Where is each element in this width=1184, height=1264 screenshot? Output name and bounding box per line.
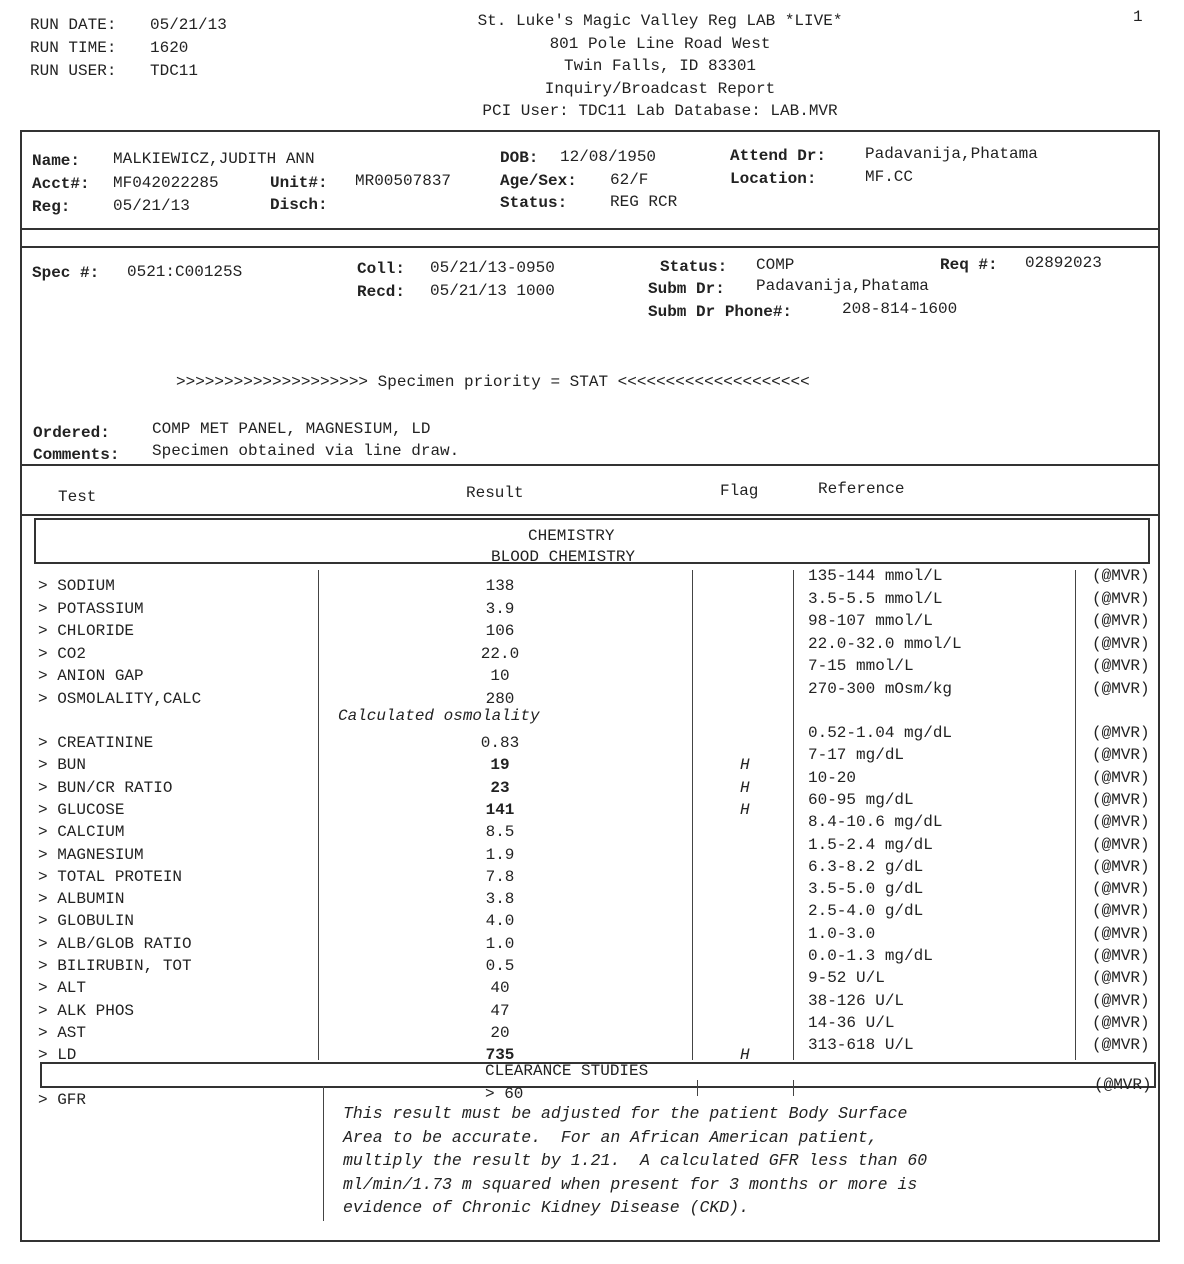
recd-label: Recd:	[357, 283, 406, 301]
reference-range: 10-20	[808, 768, 857, 787]
reference-range: 8.4-10.6 mg/dL	[808, 813, 943, 832]
site-gfr: (@MVR)	[1094, 1076, 1152, 1094]
test-name: > CALCIUM	[38, 823, 125, 842]
result-value: 10	[490, 667, 510, 686]
reference-range: 0.52-1.04 mg/dL	[808, 724, 953, 742]
site: (@MVR)	[1092, 969, 1150, 988]
run-time: 1620	[150, 39, 189, 57]
reference-range: 60-95 mg/dL	[808, 790, 914, 809]
result-value: 3.8	[485, 890, 515, 909]
comments-label: Comments:	[33, 446, 120, 464]
reference-range: 7-17 mg/dL	[808, 746, 905, 765]
flag: H	[740, 756, 750, 775]
divider	[20, 228, 1158, 230]
report-header	[380, 10, 940, 123]
result-value: 1.9	[485, 845, 515, 864]
status-label: Status:	[500, 194, 568, 212]
col-test: Test	[58, 488, 97, 506]
result-value: 4.0	[485, 912, 515, 931]
reference-range: 6.3-8.2 g/dL	[808, 857, 924, 876]
flag: H	[740, 1046, 750, 1065]
site: (@MVR)	[1092, 612, 1150, 631]
col-divider	[323, 1086, 324, 1221]
run-date: 05/21/13	[150, 16, 227, 34]
reference-range: 14-36 U/L	[808, 1013, 895, 1032]
divider	[20, 514, 1158, 516]
spec-number: 0521:C00125S	[127, 263, 243, 281]
gfr-note-line: evidence of Chronic Kidney Disease (CKD).	[343, 1198, 749, 1217]
site: (@MVR)	[1092, 857, 1150, 876]
test-name: > LD	[38, 1046, 77, 1065]
agesex: 62/F	[610, 171, 649, 189]
report-title: Inquiry/Broadcast Report	[544, 79, 776, 98]
dob: 12/08/1950	[560, 148, 657, 166]
test-name: > ALK PHOS	[38, 1001, 135, 1020]
coll-time: 05/21/13-0950	[430, 259, 555, 277]
site: (@MVR)	[1092, 680, 1150, 698]
site: (@MVR)	[1092, 768, 1150, 787]
site: (@MVR)	[1092, 947, 1150, 965]
coll-label: Coll:	[357, 260, 406, 278]
reference-range: 9-52 U/L	[808, 969, 885, 988]
reference-range: 22.0-32.0 mmol/L	[808, 634, 962, 653]
attend-label: Attend Dr:	[730, 147, 827, 165]
test-name: > BUN	[38, 756, 87, 775]
reg-date: 05/21/13	[113, 197, 190, 215]
reference-range: 1.5-2.4 mg/dL	[808, 835, 933, 854]
phone-label: Subm Dr Phone#:	[648, 303, 793, 321]
spec-label: Spec #:	[32, 264, 100, 282]
subm-phone: 208-814-1600	[842, 300, 958, 318]
result-value: 141	[485, 800, 515, 819]
site: (@MVR)	[1092, 835, 1150, 854]
comments: Specimen obtained via line draw.	[152, 442, 460, 460]
result-value: 23	[490, 778, 510, 797]
section-chemistry: CHEMISTRY	[528, 527, 615, 545]
acct-number: MF042022285	[113, 174, 219, 192]
run-user: TDC11	[150, 62, 199, 80]
result-value: 47	[490, 1001, 510, 1020]
reference-range: 98-107 mmol/L	[808, 612, 933, 631]
result-value: 0.5	[485, 957, 515, 975]
divider	[20, 246, 1158, 248]
site: (@MVR)	[1092, 634, 1150, 653]
col-reference: Reference	[818, 480, 905, 498]
result-value: 20	[490, 1023, 510, 1042]
site: (@MVR)	[1092, 991, 1150, 1010]
reference-range: 3.5-5.5 mmol/L	[808, 589, 943, 608]
ordered-label: Ordered:	[33, 424, 110, 442]
unit-number: MR00507837	[355, 172, 452, 190]
lab-name: St. Luke's Magic Valley Reg LAB *LIVE*	[477, 12, 843, 30]
test-name: > ALT	[38, 979, 87, 998]
test-name: > CREATININE	[38, 734, 154, 752]
reference-range: 2.5-4.0 g/dL	[808, 902, 924, 921]
col-divider	[692, 570, 693, 1060]
test-name: > ALBUMIN	[38, 890, 125, 909]
result-gfr: > 60	[485, 1085, 524, 1103]
result-value: 22.0	[480, 644, 520, 663]
gfr-note	[343, 1102, 927, 1220]
run-time-label: RUN TIME:	[30, 39, 117, 57]
lab-address: 801 Pole Line Road West	[549, 34, 771, 53]
result-value: 7.8	[485, 867, 515, 886]
section-blood-chemistry: BLOOD CHEMISTRY	[491, 548, 636, 566]
dob-label: DOB:	[500, 149, 539, 167]
site: (@MVR)	[1092, 1013, 1150, 1032]
site: (@MVR)	[1092, 1036, 1150, 1055]
run-date-label: RUN DATE:	[30, 16, 117, 34]
reference-range: 270-300 mOsm/kg	[808, 680, 953, 698]
reference-range: 3.5-5.0 g/dL	[808, 880, 924, 899]
spec-status-label: Status:	[660, 258, 728, 276]
result-value: 0.83	[480, 734, 520, 752]
flag: H	[740, 778, 750, 797]
reference-range: 135-144 mmol/L	[808, 567, 943, 585]
agesex-label: Age/Sex:	[500, 172, 577, 190]
location-label: Location:	[730, 170, 817, 188]
reference-range: 313-618 U/L	[808, 1036, 914, 1055]
acct-label: Acct#:	[32, 175, 90, 193]
test-name: > GLOBULIN	[38, 912, 135, 931]
run-user-label: RUN USER:	[30, 62, 117, 80]
site: (@MVR)	[1092, 567, 1150, 585]
result-value: 40	[490, 979, 510, 998]
result-value: 8.5	[485, 823, 515, 842]
gfr-note-line: Area to be accurate. For an African American patient,	[343, 1127, 878, 1147]
reference-range: 1.0-3.0	[808, 924, 876, 943]
result-value: 735	[485, 1046, 515, 1065]
reference-range: 7-15 mmol/L	[808, 657, 914, 676]
test-name: > ANION GAP	[38, 667, 144, 686]
ordered-tests: COMP MET PANEL, MAGNESIUM, LD	[152, 420, 431, 438]
gfr-note-line: This result must be adjusted for the patient Body Surface	[343, 1104, 908, 1123]
test-name: > CO2	[38, 644, 87, 663]
result-value: 3.9	[485, 599, 515, 618]
result-value: 19	[490, 756, 510, 775]
test-name: > GLUCOSE	[38, 800, 125, 819]
subm-doctor: Padavanija,Phatama	[756, 277, 929, 295]
result-value: 280	[485, 690, 515, 708]
site: (@MVR)	[1092, 790, 1150, 809]
site: (@MVR)	[1092, 880, 1150, 899]
site: (@MVR)	[1092, 724, 1150, 742]
test-name: > POTASSIUM	[38, 599, 144, 618]
spec-status: COMP	[756, 256, 795, 274]
location: MF.CC	[865, 168, 914, 186]
section-clearance: CLEARANCE STUDIES	[485, 1062, 649, 1080]
gfr-note-line: multiply the result by 1.21. A calculated GFR less than 60	[343, 1151, 928, 1170]
test-name: > MAGNESIUM	[38, 845, 144, 864]
test-name: > CHLORIDE	[38, 622, 135, 641]
test-name: > ALB/GLOB RATIO	[38, 934, 192, 953]
osmolality-note: Calculated osmolality	[338, 707, 540, 725]
col-divider	[793, 1080, 794, 1096]
flag: H	[740, 800, 750, 819]
site: (@MVR)	[1092, 746, 1150, 765]
result-value: 1.0	[485, 934, 515, 953]
req-label: Req #:	[940, 256, 998, 274]
test-name: > OSMOLALITY,CALC	[38, 690, 202, 708]
site: (@MVR)	[1092, 813, 1150, 832]
patient-status: REG RCR	[610, 193, 678, 211]
subm-label: Subm Dr:	[648, 280, 725, 298]
test-name: > AST	[38, 1023, 87, 1042]
reg-label: Reg:	[32, 198, 71, 216]
col-divider	[1075, 570, 1076, 1060]
divider	[20, 464, 1158, 466]
specimen-priority: >>>>>>>>>>>>>>>>>>>> Specimen priority = STAT <<<<<<<<<<<<<<<<<<<<	[176, 373, 810, 391]
col-result: Result	[466, 484, 524, 502]
test-name: > SODIUM	[38, 577, 115, 595]
col-flag: Flag	[720, 482, 759, 500]
reference-range: 38-126 U/L	[808, 991, 905, 1010]
test-name-gfr: > GFR	[38, 1091, 87, 1109]
col-divider	[318, 570, 319, 1060]
patient-name: MALKIEWICZ,JUDITH ANN	[113, 150, 315, 168]
site: (@MVR)	[1092, 924, 1150, 943]
col-divider	[697, 1080, 698, 1096]
result-value: 138	[485, 577, 515, 595]
name-label: Name:	[32, 152, 81, 170]
recd-time: 05/21/13 1000	[430, 282, 555, 300]
test-name: > BILIRUBIN, TOT	[38, 957, 192, 975]
site: (@MVR)	[1092, 589, 1150, 608]
gfr-note-line: ml/min/1.73 m squared when present for 3 months or more is	[343, 1174, 918, 1194]
page-number: 1	[1133, 8, 1143, 26]
disch-label: Disch:	[270, 196, 328, 214]
test-name: > BUN/CR RATIO	[38, 778, 173, 797]
lab-city: Twin Falls, ID 83301	[563, 57, 757, 75]
req-number: 02892023	[1025, 254, 1102, 272]
reference-range: 0.0-1.3 mg/dL	[808, 947, 933, 965]
test-name: > TOTAL PROTEIN	[38, 867, 183, 886]
site: (@MVR)	[1092, 902, 1150, 921]
unit-label: Unit#:	[270, 174, 328, 192]
attending-doctor: Padavanija,Phatama	[865, 145, 1038, 163]
pci-user: PCI User: TDC11 Lab Database: LAB.MVR	[482, 102, 838, 120]
col-divider	[793, 570, 794, 1060]
result-value: 106	[485, 622, 515, 641]
site: (@MVR)	[1092, 657, 1150, 676]
